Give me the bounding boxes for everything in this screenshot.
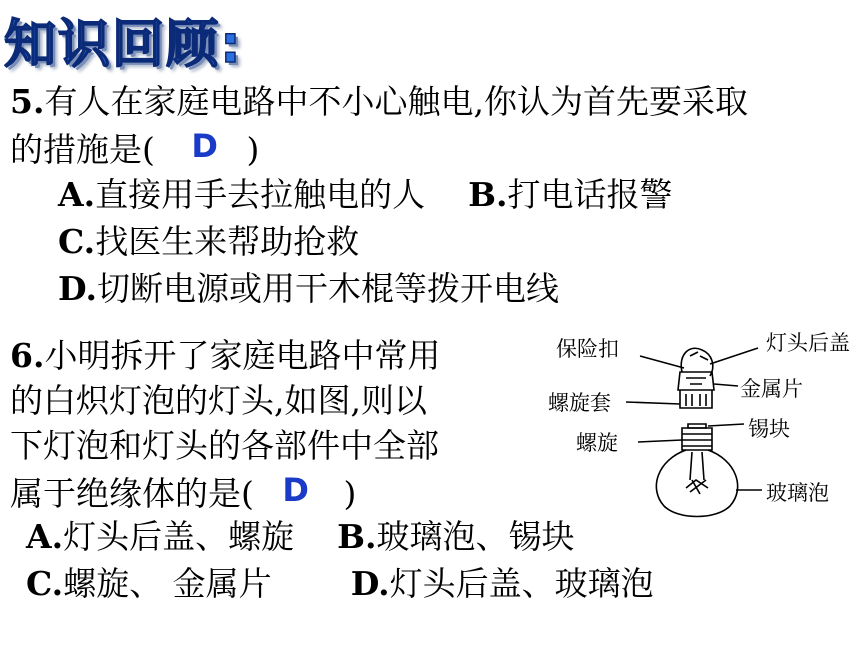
q6-line3: 下灯泡和灯头的各部件中全部 — [10, 426, 439, 465]
q6-option-d: 灯头后盖、玻璃泡 — [389, 564, 654, 603]
q5-line2 — [10, 124, 259, 172]
q6-paren-close: ) — [343, 474, 357, 513]
q6-answer: D — [282, 471, 309, 509]
q6-line4 — [10, 468, 356, 516]
q5-stem-2: 的措施是( — [10, 130, 155, 169]
q6-stem-4: 属于绝缘体的是( — [10, 474, 254, 513]
q6-option-a: 灯头后盖、螺旋 — [63, 517, 295, 556]
q5-option-c: 找医生来帮助抢救 — [95, 222, 360, 261]
q5-option-a: 直接用手去拉触电的人 — [95, 175, 426, 214]
label-luoxuantao: 螺旋套 — [548, 391, 611, 415]
q6-line2: 的白炽灯泡的灯头,如图,则以 — [10, 381, 427, 420]
label-bolipao: 玻璃泡 — [766, 481, 829, 505]
q5-option-b: 打电话报警 — [507, 175, 673, 214]
label-baoxiankou: 保险扣 — [556, 337, 619, 361]
q5-option-d-key: D. — [58, 269, 97, 308]
lamp-socket-shell — [678, 372, 714, 390]
q5-option-b-key: B. — [468, 175, 508, 214]
label-dengtouhougai: 灯头后盖 — [766, 331, 850, 355]
slide-title: 知识回顾: — [4, 15, 243, 75]
q5-number: 5. — [10, 82, 45, 121]
q6-option-b: 玻璃泡、锡块 — [376, 517, 575, 556]
q6-option-b-key: B. — [337, 517, 377, 556]
q6-option-a-key: A. — [26, 517, 64, 556]
q6-options-ab — [26, 513, 574, 560]
label-luoxuan: 螺旋 — [576, 431, 618, 455]
label-jinshupian: 金属片 — [740, 377, 803, 401]
q6-option-c-key: C. — [26, 564, 64, 603]
lamp-screw-sleeve — [680, 390, 712, 408]
q6-number: 6. — [10, 336, 45, 375]
q6-option-c: 螺旋、 金属片 — [63, 564, 272, 603]
q6-stem-1: 小明拆开了家庭电路中常用 — [44, 336, 441, 375]
q5-paren-close: ) — [246, 130, 260, 169]
q5-stem-1: 有人在家庭电路中不小心触电,你认为首先要采取 — [44, 82, 748, 121]
q5-option-d: 切断电源或用干木棍等拨开电线 — [96, 269, 559, 308]
label-xikuai: 锡块 — [748, 417, 790, 441]
q5-line1 — [10, 79, 748, 124]
q5-options-ab — [58, 171, 672, 218]
q5-option-d-row — [58, 265, 559, 312]
q6-line1 — [10, 333, 440, 378]
q5-option-a-key: A. — [58, 175, 96, 214]
lamp-solder — [688, 424, 706, 428]
q6-option-d-key: D. — [350, 564, 390, 603]
q5-option-c-key: C. — [58, 222, 96, 261]
q5-option-c-row — [58, 218, 359, 265]
q6-options-cd — [26, 560, 654, 607]
q5-answer: D — [191, 127, 218, 165]
lamp-glass-bulb — [656, 450, 737, 517]
